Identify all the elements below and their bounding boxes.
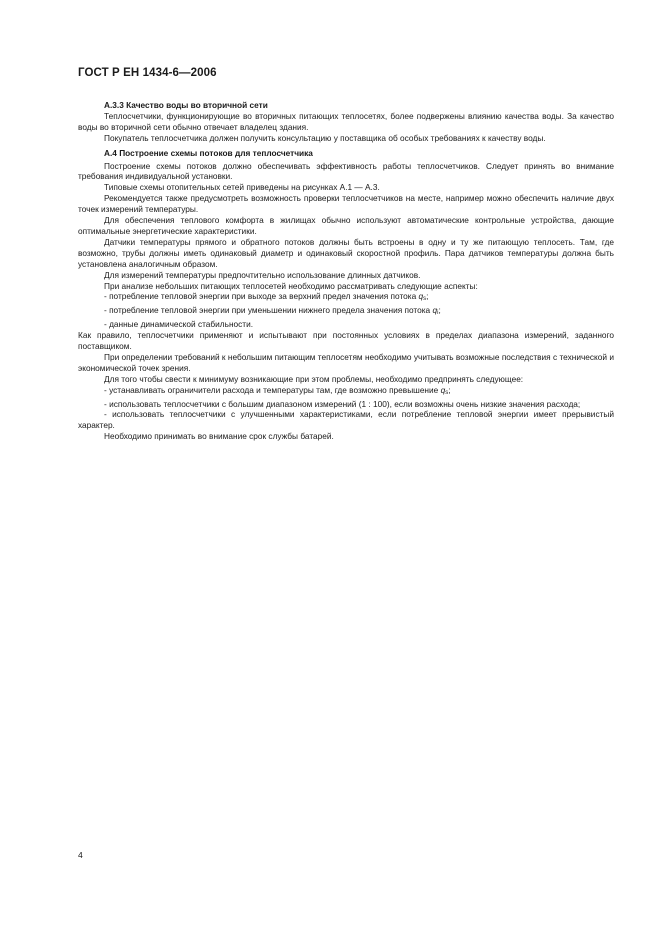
list-item-text: - потребление тепловой энергии при уменьшении нижнего предела значения потока <box>104 305 433 316</box>
list-item-text: - потребление тепловой энергии при выходе за верхний предел значения потока <box>104 291 419 302</box>
paragraph: Типовые схемы отопительных сетей приведены на рисунках А.1 — А.3. <box>104 182 380 193</box>
paragraph: Датчики температуры прямого и обратного потоков должны быть встроены в одну и ту же питающую теплосеть. Там, где возможно, трубы должны иметь одинаковый диаметр и одинаковый скоростной профиль. Пара датчиков температуры должна быть установлена аналогичным образом. <box>78 236 614 269</box>
document-body <box>78 100 614 442</box>
paragraph: При анализе небольших питающих теплосетей необходимо рассматривать следующие аспекты: <box>104 280 478 291</box>
paragraph: Покупатель теплосчетчика должен получить консультацию у поставщика об особых требованиях к качеству воды. <box>104 132 546 143</box>
paragraph: Рекомендуется также предусмотреть возможность проверки теплосчетчиков на месте, например можно обеспечить наличие двух точек измерений температуры. <box>78 193 614 215</box>
page-number: 4 <box>78 850 83 860</box>
list-item: - использовать теплосчетчики с большим диапазоном измерений (1 : 100), если возможны очень низкие значения расхода; <box>104 398 581 409</box>
list-item: - использовать теплосчетчики с улучшенными характеристиками, если потребление тепловой энергии имеет прерывистый характер. <box>78 409 614 431</box>
paragraph: Построение схемы потоков должно обеспечивать эффективность работы теплосчетчиков. Следует принять во внимание требования индивидуальной установки. <box>78 160 614 182</box>
paragraph: Для обеспечения теплового комфорта в жилищах обычно используют автоматические контрольные устройства, дающие оптимальные энергетические характеристики. <box>78 215 614 236</box>
list-item-end: ; <box>438 305 441 316</box>
document-header: ГОСТ Р ЕН 1434-6—2006 <box>78 67 217 79</box>
paragraph: Для измерений температуры предпочтительно использование длинных датчиков. <box>104 269 421 280</box>
paragraph: При определении требований к небольшим питающим теплосетям необходимо учитывать возможные последствия с технической и экономической точек зрения. <box>78 351 614 373</box>
paragraph: Как правило, теплосчетчики применяют и испытывают при постоянных условиях в пределах диапазона измерений, заданного поставщиком. <box>78 330 614 352</box>
flow-subscript: s <box>423 296 427 303</box>
list-item: - данные динамической стабильности. <box>104 319 254 330</box>
list-item-end: ; <box>426 291 429 302</box>
section-heading-a4: А.4 Построение схемы потоков для теплосчетчика <box>104 147 313 158</box>
section-heading-a33: А.3.3 Качество воды во вторичной сети <box>104 100 268 110</box>
paragraph: Теплосчетчики, функционирующие во вторичных питающих теплосетях, более подвержены влиянию качества воды. За качество воды во вторичной сети обычно отвечает владелец здания. <box>78 110 614 132</box>
flow-subscript: s <box>445 389 449 396</box>
list-item-text: - устанавливать ограничители расхода и температуры там, где возможно превышение <box>104 384 441 395</box>
list-item <box>78 305 614 319</box>
list-item-end: ; <box>448 384 451 395</box>
list-item <box>78 385 614 399</box>
list-item <box>78 291 614 305</box>
paragraph: Для того чтобы свести к минимуму возникающие при этом проблемы, необходимо предпринять следующее: <box>104 373 524 384</box>
flow-subscript: i <box>437 310 439 317</box>
flow-variable: q <box>418 291 424 302</box>
flow-variable: q <box>432 305 438 316</box>
flow-variable: q <box>440 384 446 395</box>
paragraph: Необходимо принимать во внимание срок службы батарей. <box>104 431 334 442</box>
